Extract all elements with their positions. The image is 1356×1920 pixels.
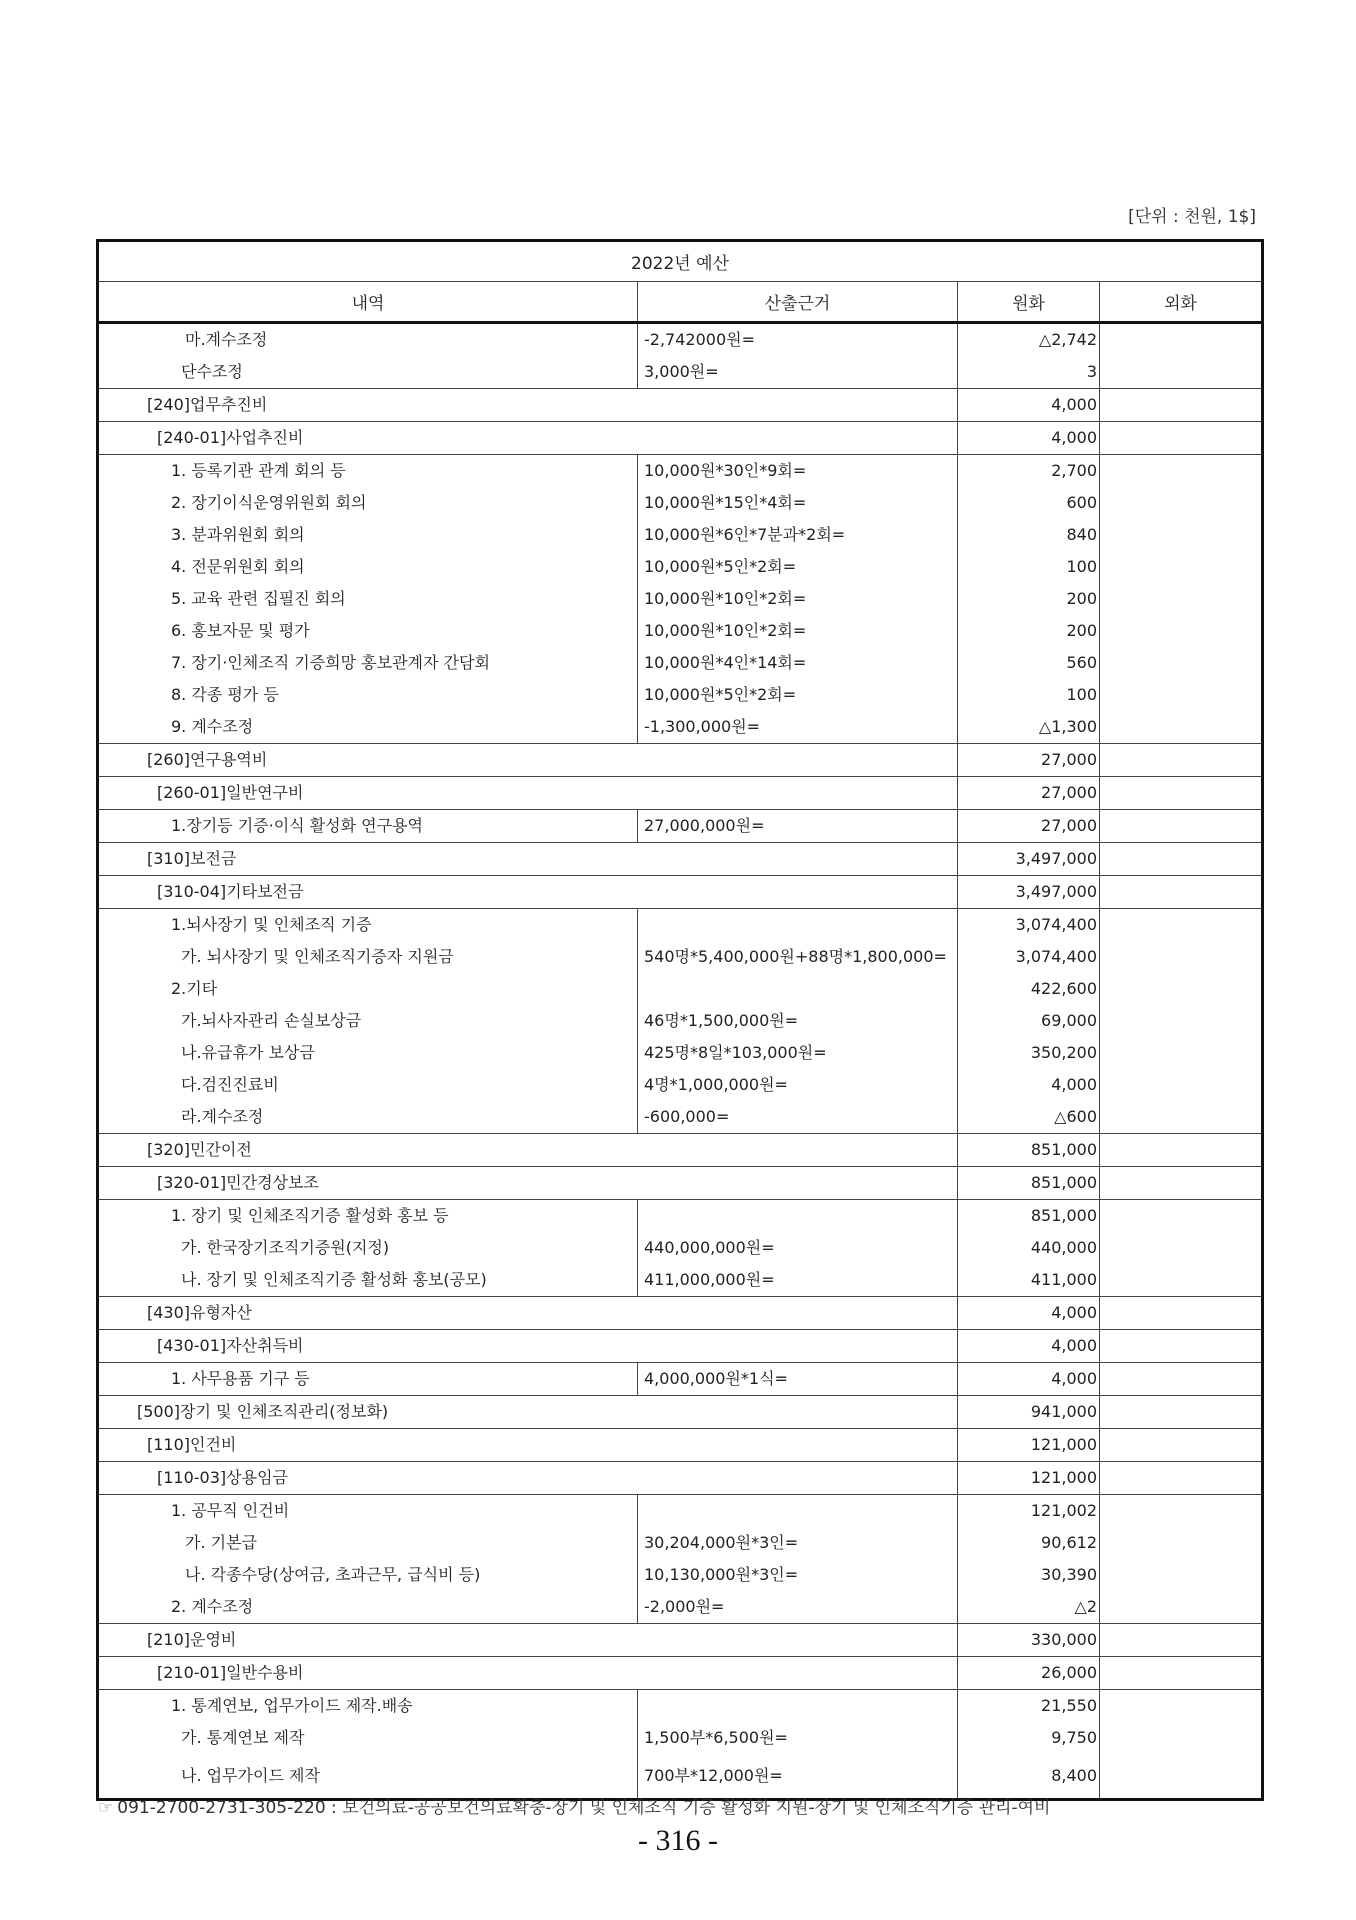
row-krw-amount: 851,000	[958, 1134, 1100, 1167]
row-krw-amount: 3,074,400	[958, 941, 1100, 973]
row-description: 1. 장기 및 인체조직기증 활성화 홍보 등	[98, 1200, 638, 1233]
row-description: [240]업무추진비	[98, 389, 958, 422]
table-title-row	[98, 241, 1263, 282]
row-description: 8. 각종 평가 등	[98, 679, 638, 711]
row-basis	[638, 973, 958, 1005]
row-krw-amount: 200	[958, 615, 1100, 647]
row-krw-amount: 4,000	[958, 1330, 1100, 1363]
row-foreign-amount	[1100, 551, 1263, 583]
row-basis: 425명*8일*103,000원=	[638, 1037, 958, 1069]
row-basis: 10,000원*4인*14회=	[638, 647, 958, 679]
row-krw-amount: 941,000	[958, 1396, 1100, 1429]
row-foreign-amount	[1100, 1495, 1263, 1528]
row-foreign-amount	[1100, 1167, 1263, 1200]
row-description: [320]민간이전	[98, 1134, 958, 1167]
row-krw-amount: 100	[958, 551, 1100, 583]
table-row	[98, 1657, 1263, 1690]
row-foreign-amount	[1100, 323, 1263, 357]
row-basis: 46명*1,500,000원=	[638, 1005, 958, 1037]
row-krw-amount: 2,700	[958, 455, 1100, 488]
row-foreign-amount	[1100, 519, 1263, 551]
table-row	[98, 1495, 1263, 1528]
row-krw-amount: 69,000	[958, 1005, 1100, 1037]
row-description: [310-04]기타보전금	[98, 876, 958, 909]
pointing-hand-icon: ☞	[98, 1798, 114, 1818]
row-krw-amount: △1,300	[958, 711, 1100, 744]
row-foreign-amount	[1100, 1330, 1263, 1363]
row-foreign-amount	[1100, 810, 1263, 843]
row-foreign-amount	[1100, 647, 1263, 679]
row-krw-amount: 330,000	[958, 1624, 1100, 1657]
row-krw-amount: △2	[958, 1591, 1100, 1624]
row-foreign-amount	[1100, 1005, 1263, 1037]
row-description: 1. 등록기관 관계 회의 등	[98, 455, 638, 488]
row-krw-amount: 4,000	[958, 1363, 1100, 1396]
row-krw-amount: 121,002	[958, 1495, 1100, 1528]
table-row	[98, 1101, 1263, 1134]
header-basis: 산출근거	[638, 282, 958, 323]
table-row	[98, 1134, 1263, 1167]
row-foreign-amount	[1100, 1134, 1263, 1167]
footnote	[98, 1793, 1050, 1818]
table-row	[98, 777, 1263, 810]
row-foreign-amount	[1100, 422, 1263, 455]
row-foreign-amount	[1100, 1363, 1263, 1396]
table-row	[98, 744, 1263, 777]
row-basis: 700부*12,000원=	[638, 1754, 958, 1800]
row-krw-amount: 9,750	[958, 1722, 1100, 1754]
table-row	[98, 1527, 1263, 1559]
row-foreign-amount	[1100, 1232, 1263, 1264]
table-row	[98, 1591, 1263, 1624]
row-foreign-amount	[1100, 1624, 1263, 1657]
row-description: [500]장기 및 인체조직관리(정보화)	[98, 1396, 958, 1429]
table-row	[98, 1429, 1263, 1462]
table-row	[98, 1462, 1263, 1495]
row-foreign-amount	[1100, 1037, 1263, 1069]
row-foreign-amount	[1100, 973, 1263, 1005]
row-basis: 30,204,000원*3인=	[638, 1527, 958, 1559]
row-description: [110-03]상용임금	[98, 1462, 958, 1495]
row-basis	[638, 909, 958, 942]
row-description: 라.계수조정	[98, 1101, 638, 1134]
row-basis: 440,000,000원=	[638, 1232, 958, 1264]
row-krw-amount: 411,000	[958, 1264, 1100, 1297]
row-foreign-amount	[1100, 1657, 1263, 1690]
row-krw-amount: 851,000	[958, 1167, 1100, 1200]
row-description: 1. 통계연보, 업무가이드 제작.배송	[98, 1690, 638, 1723]
row-foreign-amount	[1100, 1690, 1263, 1723]
row-basis: 10,000원*10인*2회=	[638, 615, 958, 647]
row-description: 1. 사무용품 기구 등	[98, 1363, 638, 1396]
table-row	[98, 615, 1263, 647]
table-row	[98, 1297, 1263, 1330]
row-foreign-amount	[1100, 583, 1263, 615]
row-description: [430-01]자산취득비	[98, 1330, 958, 1363]
row-description: 단수조정	[98, 356, 638, 389]
row-foreign-amount	[1100, 777, 1263, 810]
row-krw-amount: 422,600	[958, 973, 1100, 1005]
row-description: 9. 계수조정	[98, 711, 638, 744]
row-foreign-amount	[1100, 1429, 1263, 1462]
row-krw-amount: 600	[958, 487, 1100, 519]
row-basis: 10,000원*30인*9회=	[638, 455, 958, 488]
page-number: - 316 -	[638, 1824, 718, 1857]
row-krw-amount: 121,000	[958, 1462, 1100, 1495]
row-basis: 10,130,000원*3인=	[638, 1559, 958, 1591]
table-row	[98, 323, 1263, 357]
row-krw-amount: 3,497,000	[958, 843, 1100, 876]
row-description: 2.기타	[98, 973, 638, 1005]
row-description: 가. 뇌사장기 및 인체조직기증자 지원금	[98, 941, 638, 973]
row-basis: 540명*5,400,000원+88명*1,800,000=	[638, 941, 958, 973]
row-basis: -2,000원=	[638, 1591, 958, 1624]
row-description: 5. 교육 관련 집필진 회의	[98, 583, 638, 615]
row-krw-amount: 27,000	[958, 744, 1100, 777]
table-row	[98, 487, 1263, 519]
row-foreign-amount	[1100, 1527, 1263, 1559]
row-basis: 10,000원*15인*4회=	[638, 487, 958, 519]
table-row	[98, 1037, 1263, 1069]
row-description: [430]유형자산	[98, 1297, 958, 1330]
table-row	[98, 909, 1263, 942]
row-foreign-amount	[1100, 941, 1263, 973]
row-foreign-amount	[1100, 843, 1263, 876]
row-foreign-amount	[1100, 1069, 1263, 1101]
row-basis: 10,000원*5인*2회=	[638, 551, 958, 583]
row-krw-amount: 840	[958, 519, 1100, 551]
row-description: 마.계수조정	[98, 323, 638, 357]
row-krw-amount: 27,000	[958, 777, 1100, 810]
table-row	[98, 1005, 1263, 1037]
row-krw-amount: 100	[958, 679, 1100, 711]
table-row	[98, 356, 1263, 389]
table-row	[98, 1069, 1263, 1101]
row-description: [310]보전금	[98, 843, 958, 876]
row-foreign-amount	[1100, 615, 1263, 647]
row-basis	[638, 1690, 958, 1723]
row-description: 나.유급휴가 보상금	[98, 1037, 638, 1069]
row-foreign-amount	[1100, 744, 1263, 777]
row-description: [260]연구용역비	[98, 744, 958, 777]
table-row	[98, 679, 1263, 711]
row-basis: 1,500부*6,500원=	[638, 1722, 958, 1754]
row-basis: 10,000원*5인*2회=	[638, 679, 958, 711]
row-krw-amount: △600	[958, 1101, 1100, 1134]
unit-label: [단위 : 천원, 1$]	[1128, 207, 1256, 227]
header-foreign: 외화	[1100, 282, 1263, 323]
row-basis: -600,000=	[638, 1101, 958, 1134]
header-description: 내역	[98, 282, 638, 323]
row-description: 6. 홍보자문 및 평가	[98, 615, 638, 647]
table-row	[98, 1722, 1263, 1754]
row-krw-amount: 4,000	[958, 389, 1100, 422]
table-body	[98, 323, 1263, 1800]
row-basis: 10,000원*10인*2회=	[638, 583, 958, 615]
row-krw-amount: 27,000	[958, 810, 1100, 843]
row-krw-amount: 851,000	[958, 1200, 1100, 1233]
row-description: 다.검진진료비	[98, 1069, 638, 1101]
table-row	[98, 711, 1263, 744]
table-title: 2022년 예산	[98, 241, 1263, 282]
footnote-text: 091-2700-2731-305-220 : 보건의료-공공보건의료확충-장기 및 인체조직 기증 활성화 지원-장기 및 인체조직기증 관리-여비	[117, 1798, 1051, 1818]
table-row	[98, 941, 1263, 973]
row-description: 4. 전문위원회 회의	[98, 551, 638, 583]
row-foreign-amount	[1100, 389, 1263, 422]
row-foreign-amount	[1100, 909, 1263, 942]
table-row	[98, 876, 1263, 909]
row-foreign-amount	[1100, 1559, 1263, 1591]
row-krw-amount: 3,074,400	[958, 909, 1100, 942]
row-foreign-amount	[1100, 1754, 1263, 1800]
row-krw-amount: 3,497,000	[958, 876, 1100, 909]
table-row	[98, 519, 1263, 551]
table-row	[98, 973, 1263, 1005]
row-description: [240-01]사업추진비	[98, 422, 958, 455]
row-description: 3. 분과위원회 회의	[98, 519, 638, 551]
table-header-row	[98, 282, 1263, 323]
row-foreign-amount	[1100, 1200, 1263, 1233]
row-krw-amount: 26,000	[958, 1657, 1100, 1690]
row-description: 가.뇌사자관리 손실보상금	[98, 1005, 638, 1037]
row-foreign-amount	[1100, 876, 1263, 909]
table-row	[98, 1330, 1263, 1363]
row-foreign-amount	[1100, 711, 1263, 744]
row-description: 1.장기등 기증·이식 활성화 연구용역	[98, 810, 638, 843]
table-row	[98, 1200, 1263, 1233]
table-row	[98, 1690, 1263, 1723]
row-krw-amount: △2,742	[958, 323, 1100, 357]
row-foreign-amount	[1100, 1462, 1263, 1495]
row-basis: 4명*1,000,000원=	[638, 1069, 958, 1101]
row-krw-amount: 200	[958, 583, 1100, 615]
row-description: [210-01]일반수용비	[98, 1657, 958, 1690]
row-basis: 411,000,000원=	[638, 1264, 958, 1297]
table-row	[98, 1264, 1263, 1297]
row-basis	[638, 1495, 958, 1528]
table-row	[98, 389, 1263, 422]
row-foreign-amount	[1100, 487, 1263, 519]
row-basis: 4,000,000원*1식=	[638, 1363, 958, 1396]
row-basis: 3,000원=	[638, 356, 958, 389]
row-krw-amount: 8,400	[958, 1754, 1100, 1800]
table-row	[98, 1624, 1263, 1657]
row-description: 가. 기본급	[98, 1527, 638, 1559]
row-description: [260-01]일반연구비	[98, 777, 958, 810]
row-basis: 27,000,000원=	[638, 810, 958, 843]
row-krw-amount: 121,000	[958, 1429, 1100, 1462]
table-row	[98, 843, 1263, 876]
table-row	[98, 583, 1263, 615]
row-basis	[638, 1200, 958, 1233]
table-row	[98, 422, 1263, 455]
row-foreign-amount	[1100, 1591, 1263, 1624]
table-row	[98, 1363, 1263, 1396]
row-foreign-amount	[1100, 1297, 1263, 1330]
row-description: 2. 장기이식운영위원회 회의	[98, 487, 638, 519]
row-foreign-amount	[1100, 455, 1263, 488]
row-krw-amount: 4,000	[958, 1297, 1100, 1330]
table-row	[98, 810, 1263, 843]
budget-table	[96, 239, 1264, 1801]
table-row	[98, 1232, 1263, 1264]
row-foreign-amount	[1100, 679, 1263, 711]
table-row	[98, 455, 1263, 488]
row-foreign-amount	[1100, 1101, 1263, 1134]
row-description: [320-01]민간경상보조	[98, 1167, 958, 1200]
row-foreign-amount	[1100, 1396, 1263, 1429]
table-row	[98, 1167, 1263, 1200]
row-krw-amount: 21,550	[958, 1690, 1100, 1723]
row-basis: 10,000원*6인*7분과*2회=	[638, 519, 958, 551]
row-description: [210]운영비	[98, 1624, 958, 1657]
row-description: 나. 장기 및 인체조직기증 활성화 홍보(공모)	[98, 1264, 638, 1297]
row-description: 가. 한국장기조직기증원(지정)	[98, 1232, 638, 1264]
row-foreign-amount	[1100, 1264, 1263, 1297]
row-description: 1. 공무직 인건비	[98, 1495, 638, 1528]
row-basis: -2,742000원=	[638, 323, 958, 357]
row-krw-amount: 440,000	[958, 1232, 1100, 1264]
row-krw-amount: 90,612	[958, 1527, 1100, 1559]
table-row	[98, 647, 1263, 679]
row-description: 나. 각종수당(상여금, 초과근무, 급식비 등)	[98, 1559, 638, 1591]
row-krw-amount: 560	[958, 647, 1100, 679]
row-krw-amount: 3	[958, 356, 1100, 389]
row-foreign-amount	[1100, 1722, 1263, 1754]
row-description: 2. 계수조정	[98, 1591, 638, 1624]
table-row	[98, 1559, 1263, 1591]
row-foreign-amount	[1100, 356, 1263, 389]
row-description: 나. 업무가이드 제작	[98, 1754, 638, 1800]
row-krw-amount: 350,200	[958, 1037, 1100, 1069]
row-krw-amount: 30,390	[958, 1559, 1100, 1591]
row-krw-amount: 4,000	[958, 1069, 1100, 1101]
row-krw-amount: 4,000	[958, 422, 1100, 455]
header-krw: 원화	[958, 282, 1100, 323]
row-description: 1.뇌사장기 및 인체조직 기증	[98, 909, 638, 942]
row-basis: -1,300,000원=	[638, 711, 958, 744]
table-row	[98, 1396, 1263, 1429]
row-description: [110]인건비	[98, 1429, 958, 1462]
row-description: 가. 통계연보 제작	[98, 1722, 638, 1754]
table-row	[98, 551, 1263, 583]
row-description: 7. 장기·인체조직 기증희망 홍보관계자 간담회	[98, 647, 638, 679]
